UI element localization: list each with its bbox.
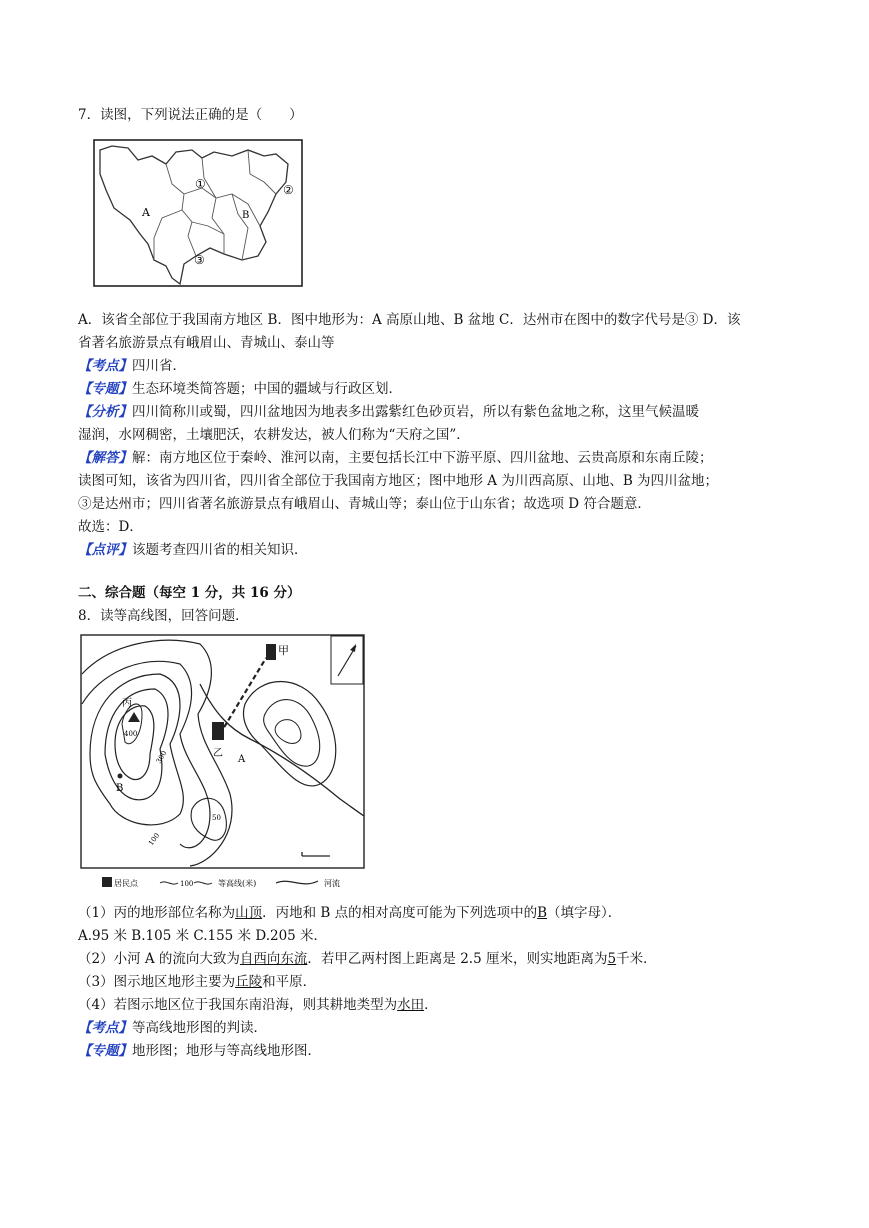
p2-answer: 自西向东流 <box>239 951 308 967</box>
fenxi-text-1: 四川简称川或蜀，四川盆地因为地表多出露紫红色砂页岩，所以有紫色盆地之称，这里气候温暖 <box>132 404 699 420</box>
q8-zhuanti-tag: 【专题】 <box>78 1043 132 1059</box>
q8-part2 <box>78 950 657 968</box>
label-h400: 400 <box>124 730 138 738</box>
label-h300: 300 <box>154 749 169 765</box>
q8-part1 <box>78 904 621 922</box>
p1-text-a: （1）丙的地形部位名称为 <box>78 905 236 921</box>
p4-text-b: ． <box>424 997 438 1013</box>
kaodian-text: 四川省． <box>132 358 186 374</box>
legend-settlement: 居民点 <box>114 879 138 888</box>
q7-options-2: 省著名旅游景点有峨眉山、青城山、泰山等 <box>78 335 335 351</box>
q8-zhuanti-text: 地形图；地形与等高线地形图． <box>132 1043 321 1059</box>
q8-kaodian-tag: 【考点】 <box>78 1020 132 1036</box>
label-jia: 甲 <box>278 644 289 657</box>
p2-text-a: （2）小河 A 的流向大致为 <box>78 951 240 967</box>
dianping-text: 该题考查四川省的相关知识． <box>132 542 308 558</box>
label-bing: 丙 <box>122 698 132 709</box>
p4-answer: 水田 <box>397 997 425 1013</box>
q7-dianping <box>78 541 308 559</box>
p3-answer: 丘陵 <box>235 974 263 990</box>
dianping-tag: 【点评】 <box>78 542 132 558</box>
q7-options-1: A．该省全部位于我国南方地区 B．图中地形为：A 高原山地、B 盆地 C．达州市在图中的数字代号是③ D．该 <box>78 312 741 328</box>
map-label-3: ③ <box>194 253 205 267</box>
map-label-1: ① <box>195 177 206 191</box>
p1-text-b: ．丙地和 B 点的相对高度可能为下列选项中的 <box>262 905 538 921</box>
jieda-text-1: 解：南方地区位于秦岭、淮河以南，主要包括长江中下游平原、四川盆地、云贵高原和东南丘陵； <box>132 450 713 466</box>
p1-answer-2: B <box>537 905 548 921</box>
p3-text-b: 和平原． <box>262 974 317 990</box>
p4-text-a: （4）若图示地区位于我国东南沿海，则其耕地类型为 <box>78 997 398 1013</box>
sichuan-map <box>92 138 304 298</box>
q7-jieda-3: ③是达州市；四川省著名旅游景点有峨眉山、青城山等；泰山位于山东省；故选项 D 符合题意． <box>78 496 651 512</box>
contour-map <box>80 634 366 896</box>
fenxi-tag: 【分析】 <box>78 404 132 420</box>
q7-jieda <box>78 449 713 467</box>
q8-zhuanti <box>78 1042 321 1060</box>
section2-heading: 二、综合题（每空 1 分，共 16 分） <box>78 585 301 601</box>
q7-question: 7．读图，下列说法正确的是（ ） <box>78 107 303 123</box>
map-label-b: B <box>242 210 250 221</box>
zhuanti-tag: 【专题】 <box>78 381 132 397</box>
q7-kaodian <box>78 357 186 375</box>
q8-kaodian <box>78 1019 267 1037</box>
legend-contour: 等高线(米) <box>218 879 257 888</box>
zhuanti-text: 生态环境类简答题；中国的疆域与行政区划． <box>132 381 402 397</box>
label-h100: 100 <box>147 831 162 848</box>
q7-fenxi-2: 湿润，水网稠密，土壤肥沃，农耕发达，被人们称为“天府之国”． <box>78 427 470 443</box>
q8-part3 <box>78 973 316 991</box>
q7-answer: 故选：D． <box>78 519 143 535</box>
q8-kaodian-text: 等高线地形图的判读． <box>132 1020 267 1036</box>
jieda-tag: 【解答】 <box>78 450 132 466</box>
legend-contour-sample: 100 <box>180 880 194 888</box>
p1-answer-1: 山顶 <box>235 905 263 921</box>
label-a: A <box>238 754 246 765</box>
p1-text-c: （填字母）． <box>547 905 622 921</box>
q8-question: 8．读等高线图，回答问题． <box>78 608 249 624</box>
p2-text-b: ．若甲乙两村图上距离是 2.5 厘米，则实地距离为 <box>307 951 608 967</box>
label-yi: 乙 <box>213 748 223 759</box>
q7-jieda-2: 读图可知，该省为四川省，四川省全部位于我国南方地区；图中地形 A 为川西高原、山地、B 为四川盆地； <box>78 473 719 489</box>
q8-part4 <box>78 996 438 1014</box>
q7-zhuanti <box>78 380 402 398</box>
p2-text-c: 千米． <box>616 951 657 967</box>
q8-part1-options: A.95 米 B.105 米 C.155 米 D.205 米． <box>78 928 328 944</box>
p3-text-a: （3）图示地区地形主要为 <box>78 974 236 990</box>
kaodian-tag: 【考点】 <box>78 358 132 374</box>
map-label-a: A <box>142 206 150 219</box>
map-label-2: ② <box>283 183 294 197</box>
label-b: B <box>116 783 124 794</box>
label-h50: 50 <box>212 814 221 822</box>
legend-river: 河流 <box>324 879 340 888</box>
q7-fenxi <box>78 403 699 421</box>
p2-answer-2: 5 <box>607 951 617 967</box>
